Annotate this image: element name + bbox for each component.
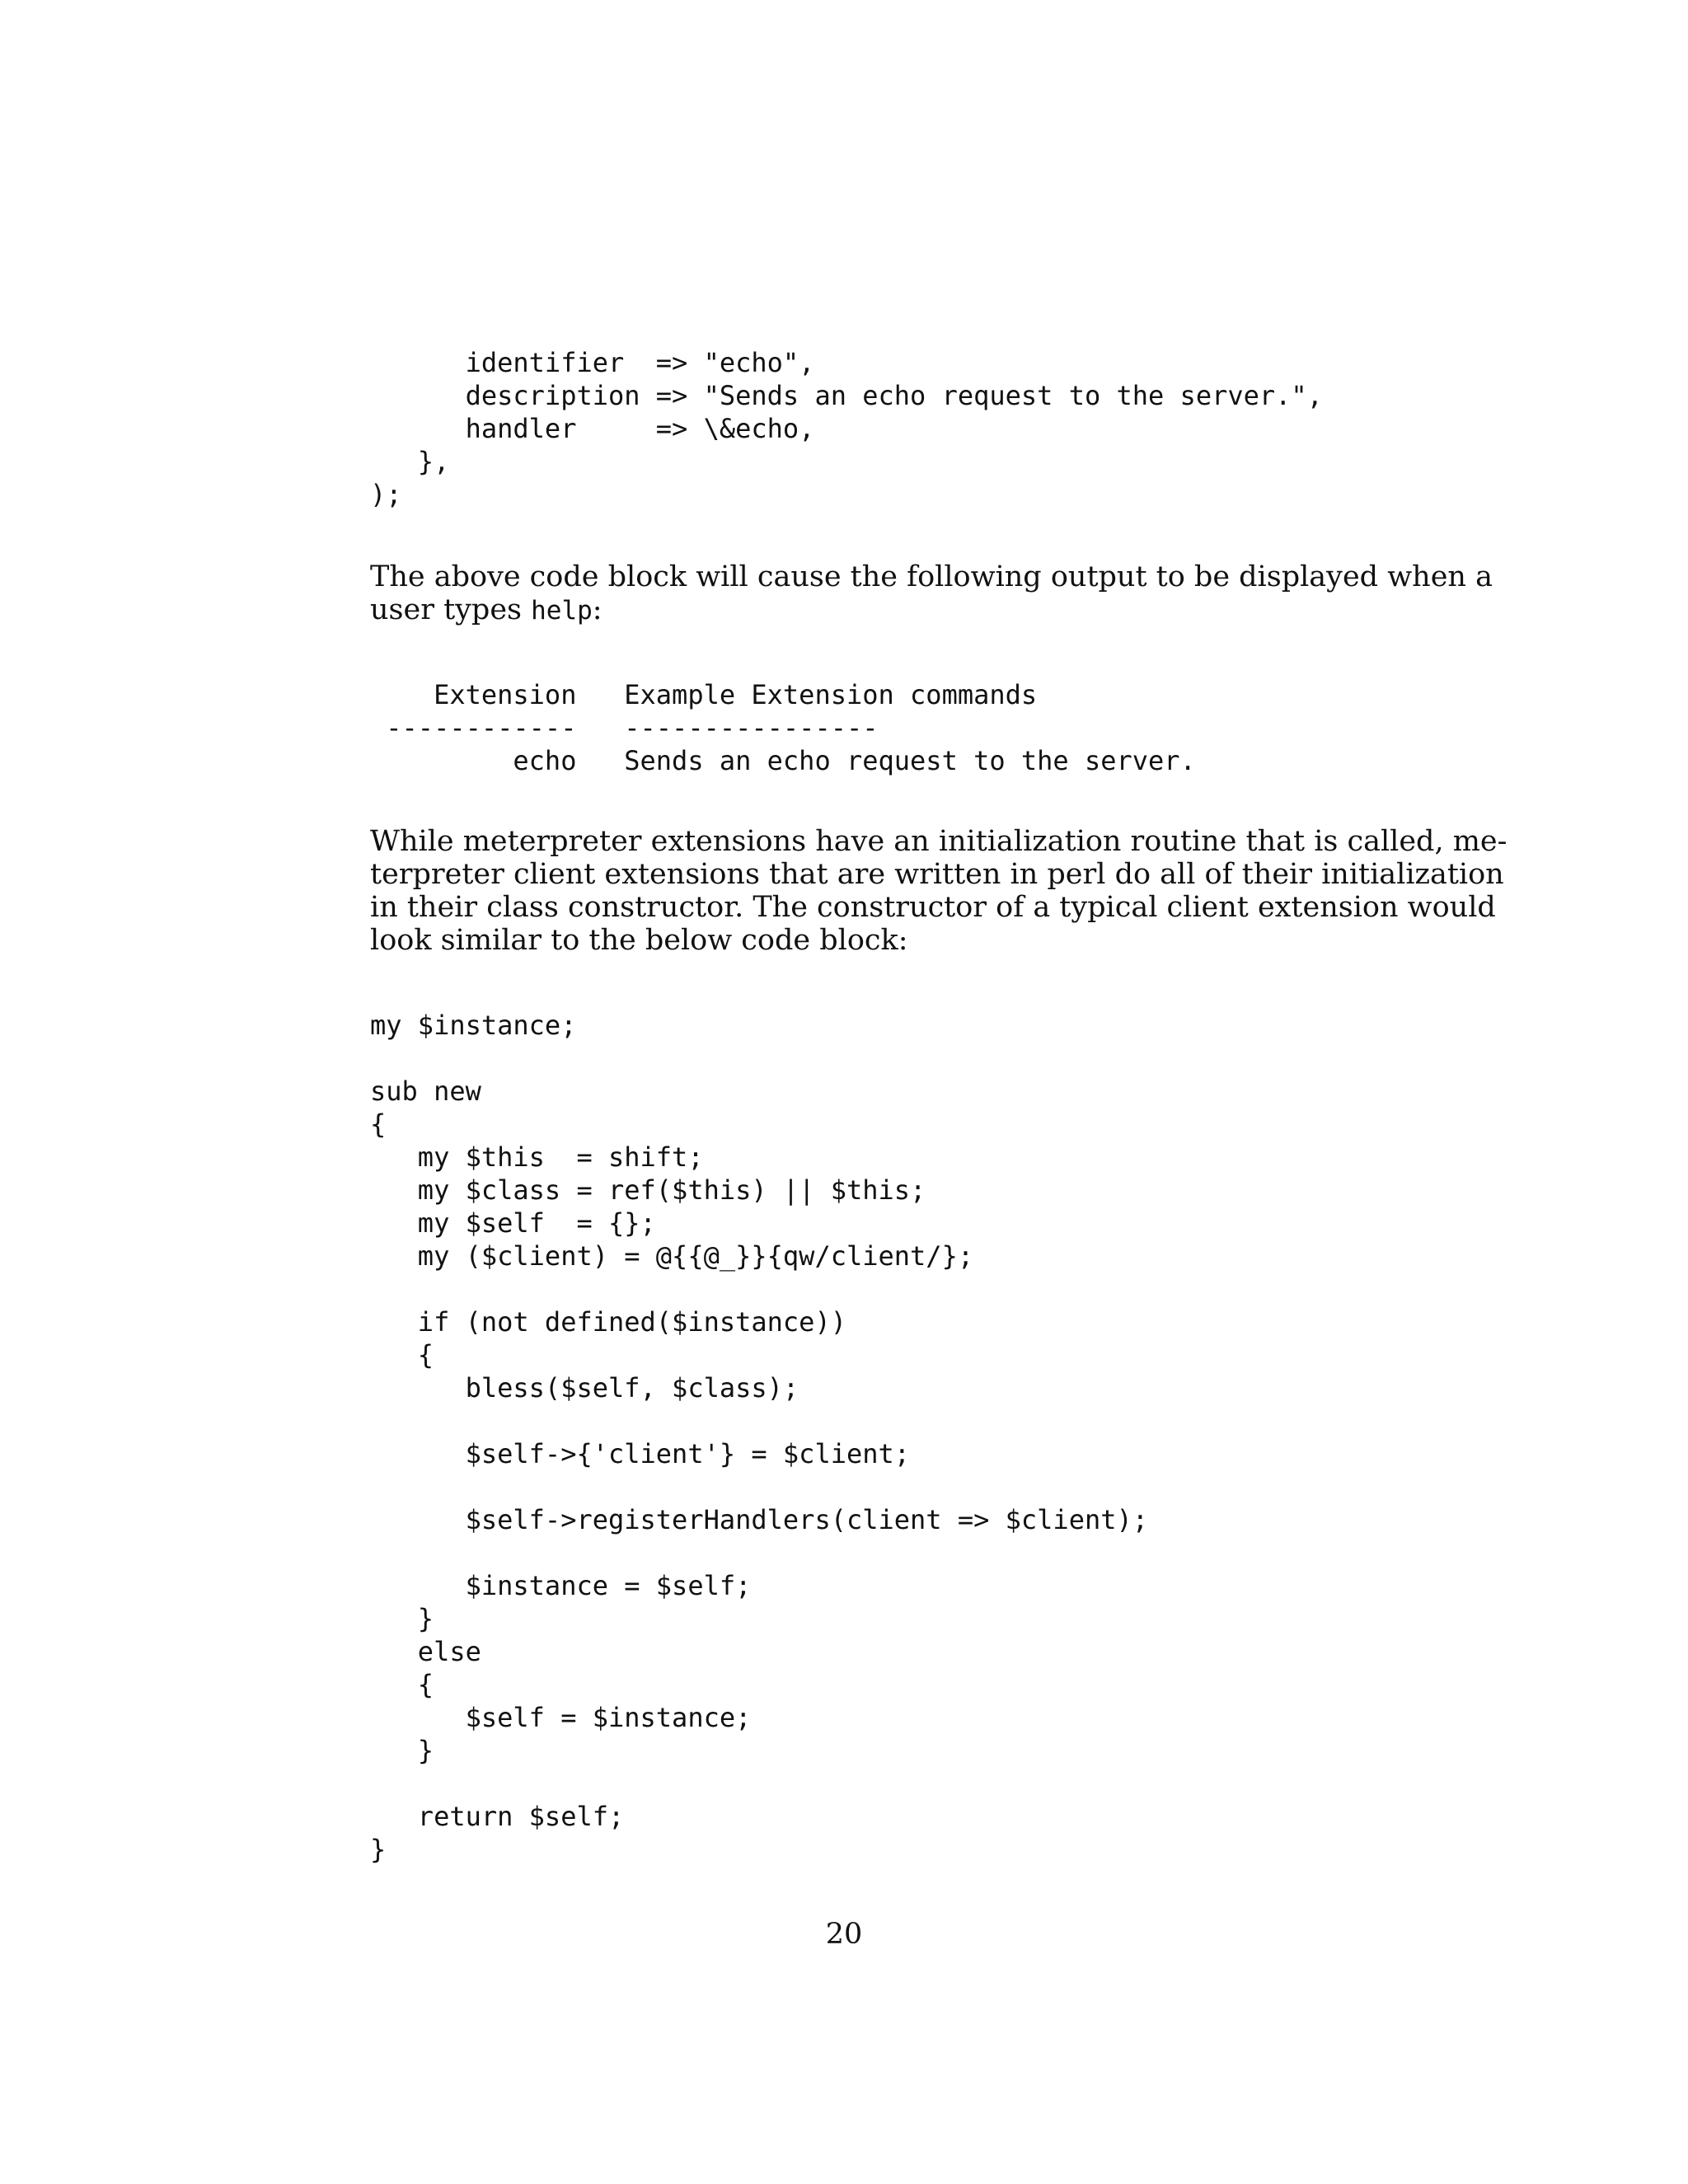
help-output-row: echo Sends an echo request to the server.	[370, 745, 1196, 776]
code-line	[370, 1272, 1148, 1305]
paragraph-line: look similar to the below code block:	[370, 924, 908, 957]
code-line: return $self;	[370, 1801, 625, 1832]
code-line: description => "Sends an echo request to the server.",	[370, 380, 1323, 411]
code-line: {	[370, 1108, 387, 1140]
code-line	[370, 1470, 1148, 1503]
code-block-top	[370, 346, 1323, 511]
code-line: $instance = $self;	[370, 1570, 752, 1601]
text: :	[592, 593, 603, 626]
paragraph-line: terpreter client extensions that are written in perl do all of their initialization	[370, 858, 1504, 891]
paragraph-line	[370, 593, 1322, 627]
help-output-divider: ------------ ----------------	[370, 712, 879, 743]
code-line: if (not defined($instance))	[370, 1306, 846, 1338]
code-line: },	[370, 446, 450, 477]
code-line: my $self = {};	[370, 1207, 656, 1239]
code-line: my $instance;	[370, 1010, 577, 1041]
code-line: $self = $instance;	[370, 1702, 752, 1733]
inline-code-help: help	[531, 596, 593, 626]
code-line: }	[370, 1603, 434, 1634]
code-line: {	[370, 1339, 434, 1371]
paragraph-help-intro	[370, 560, 1493, 627]
text: user types	[370, 593, 532, 626]
paragraph-constructor-intro	[370, 825, 1507, 957]
code-line	[370, 1536, 1148, 1569]
paragraph-line: The above code block will cause the following output to be displayed when a	[370, 560, 1493, 593]
code-line: my $this = shift;	[370, 1141, 704, 1173]
code-line: my $class = ref($this) || $this;	[370, 1174, 926, 1206]
code-block-constructor	[370, 1009, 1148, 1866]
code-line	[370, 1042, 1148, 1075]
help-output-block	[370, 678, 1196, 777]
page-number: 20	[825, 1918, 863, 1951]
code-line: identifier => "echo",	[370, 347, 815, 378]
code-line: bless($self, $class);	[370, 1372, 799, 1404]
code-line: );	[370, 479, 402, 510]
code-line: $self->{'client'} = $client;	[370, 1438, 911, 1469]
code-line: else	[370, 1636, 481, 1667]
help-output-header: Extension Example Extension commands	[370, 679, 1038, 710]
code-line: }	[370, 1735, 434, 1766]
code-line: sub new	[370, 1076, 481, 1107]
code-line: handler => \&echo,	[370, 413, 815, 444]
paragraph-line: While meterpreter extensions have an initialization routine that is called, me-	[370, 825, 1507, 858]
code-line: }	[370, 1834, 387, 1865]
paragraph-line: in their class constructor. The constructor of a typical client extension would	[370, 891, 1496, 924]
code-line: my ($client) = @{{@_}}{qw/client/};	[370, 1240, 974, 1272]
code-line	[370, 1767, 1148, 1800]
code-line	[370, 1404, 1148, 1437]
code-line: $self->registerHandlers(client => $client);	[370, 1504, 1149, 1535]
code-line: {	[370, 1669, 434, 1700]
